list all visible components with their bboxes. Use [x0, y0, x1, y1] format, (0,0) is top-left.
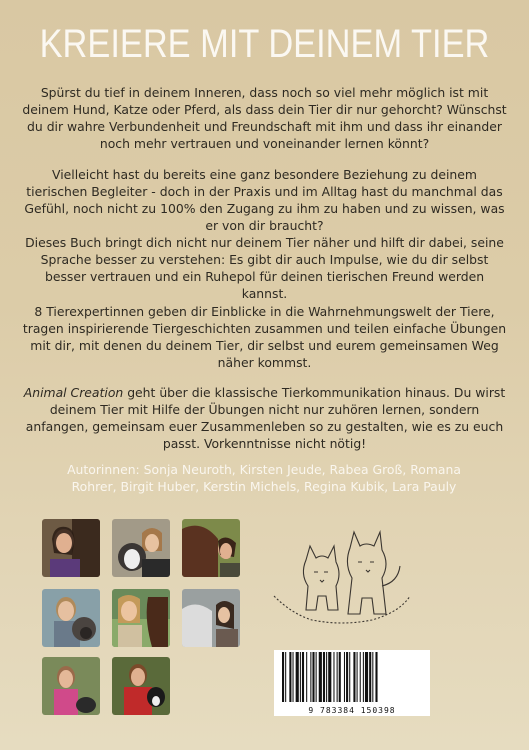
- huskies-illustration: [272, 526, 412, 626]
- author-photo: [42, 657, 100, 715]
- author-photo: [182, 519, 240, 577]
- author-photo: [112, 657, 170, 715]
- blurb-paragraph-1: Spürst du tief in deinem Inneren, dass noch so viel mehr möglich ist mit deinem Hund, Katze oder Pferd, als dass dein Tier dir nur gehorcht? Wünschst du dir wahre Verbundenheit und Freundschaft mit ihm und dass ihr einander noch mehr vertrauen und voneinander lernen könnt?: [22, 85, 507, 151]
- authors-list: Autorinnen: Sonja Neuroth, Kirsten Jeude, Rabea Groß, Romana Rohrer, Birgit Huber, Kerstin Michels, Regina Kubik, Lara Pauly: [67, 462, 461, 494]
- author-photo: [112, 589, 170, 647]
- author-photo: [42, 589, 100, 647]
- author-photo: [42, 519, 100, 577]
- blurb-paragraph-2: [22, 166, 507, 302]
- author-photo: [112, 519, 170, 577]
- book-name-italic: Animal Creation: [23, 385, 124, 400]
- blurb-paragraph-2b: Dieses Buch bringt dich nicht nur deinem Tier näher und hilft dir dabei, seine Sprache besser zu verstehen: Es gibt dir auch Impulse, wie du dir selbst besser vertrauen und ein Ruhepol für deinen tierischen Freund werden kannst.: [25, 235, 504, 301]
- blurb-paragraph-3: 8 Tierexpertinnen geben dir Einblicke in die Wahrnehmungswelt der Tiere, tragen inspirierende Tiergeschichten zusammen und teilen einfache Übungen mit dir, mit denen du deinem Tier, dir selbst und eurem gemeinsamen Weg näher kommst.: [22, 304, 507, 370]
- author-photo: [182, 589, 240, 647]
- isbn-number: 9 783384 150398: [274, 706, 430, 715]
- book-title: KREIERE MIT DEINEM TIER: [39, 22, 490, 66]
- blurb-paragraph-2a: Vielleicht hast du bereits eine ganz besondere Beziehung zu deinem tierischen Begleiter - doch in der Praxis und im Alltag hast du manchmal das Gefühl, noch nicht zu 100% den Zugang zu ihm zu haben und zu wissen, was er von dir braucht?: [24, 167, 505, 233]
- blurb-paragraph-4-text: geht über die klassische Tierkommunikation hinaus. Du wirst deinem Tier mit Hilfe der Übungen nicht nur zuhören lernen, sondern anfangen, gemeinsam euer Zusammenleben so zu gestalten, wie es zu euch passt. Vorkenntnisse nicht nötig!: [25, 385, 506, 451]
- blurb-paragraph-4: [22, 384, 507, 452]
- isbn-barcode: [274, 650, 430, 716]
